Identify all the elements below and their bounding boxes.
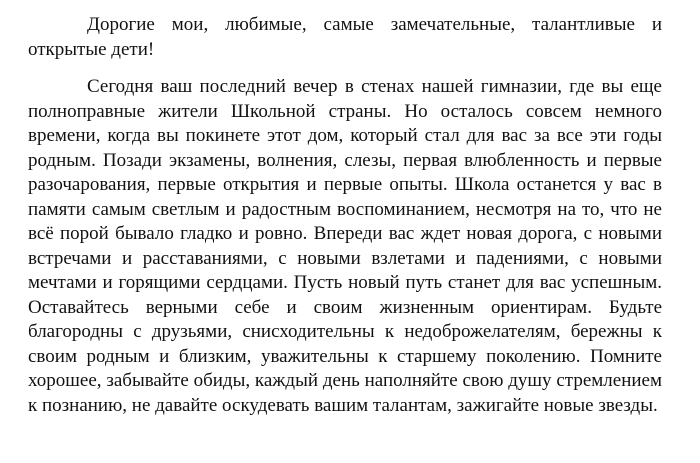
- document-body: [28, 13, 662, 418]
- body-paragraph: Сегодня ваш последний вечер в стенах нашей гимназии, где вы еще полноправные жители Школьной страны. Но осталось совсем немного времени, когда вы покинете этот дом, который стал для вас за все эти годы родным. Позади экзамены, волнения, слезы, первая влюбленность и первые разочарования, первые открытия и первые опыты. Школа останется у вас в памяти самым светлым и радостным воспоминанием, несмотря на то, что не всё порой бывало гладко и ровно. Впереди вас ждет новая дорога, с новыми встречами и расставаниями, с новыми взлетами и падениями, с новыми мечтами и горящими сердцами. Пусть новый путь станет для вас успешным. Оставайтесь верными себе и своим жизненным ориентирам. Будьте благородны с друзьями, снисходительны к недоброжелателям, бережны к своим родным и близким, уважительны к старшему поколению. Помните хорошее, забывайте обиды, каждый день наполняйте свою душу стремлением к познанию, не давайте оскудевать вашим талантам, зажигайте новые звезды.: [28, 76, 662, 416]
- greeting-paragraph: Дорогие мои, любимые, самые замечательные, талантливые и открытые дети!: [28, 14, 662, 60]
